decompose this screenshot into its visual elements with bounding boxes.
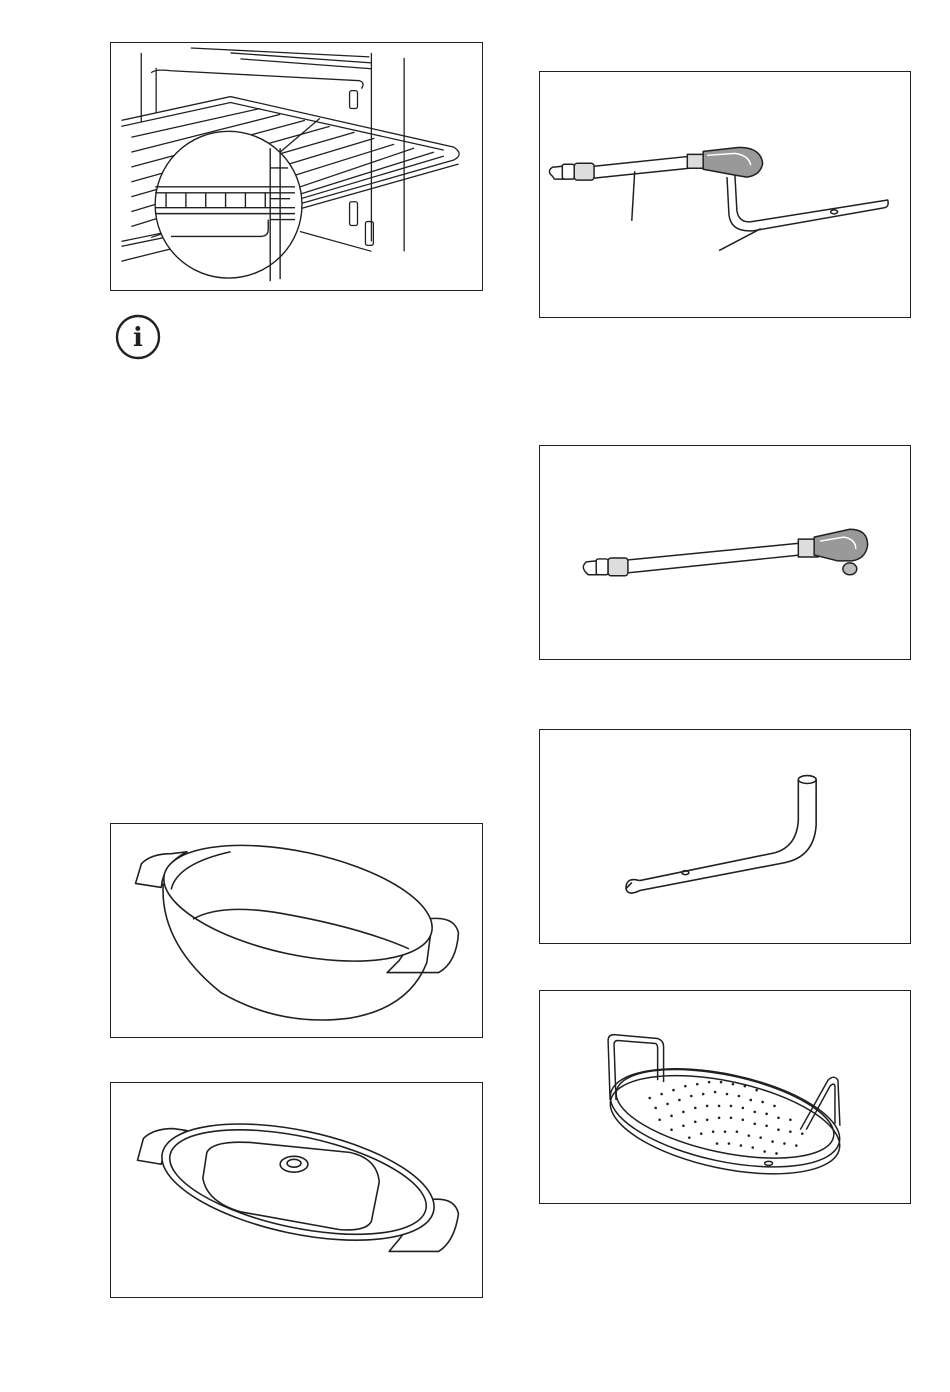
steamer-tray-insert-illustration xyxy=(540,991,910,1203)
figure-baking-dish-lid xyxy=(110,1082,483,1298)
figure-meat-probe xyxy=(539,445,911,660)
meat-probe-illustration xyxy=(540,446,910,659)
info-glyph: i xyxy=(133,323,143,353)
oven-shelf-with-wire-rack-illustration xyxy=(111,43,482,290)
figure-steam-hose xyxy=(539,729,911,944)
baking-dish-lid-illustration xyxy=(111,1083,482,1297)
info-icon xyxy=(114,313,162,361)
figure-oven-shelf xyxy=(110,42,483,291)
figure-steamer-tray xyxy=(539,990,911,1204)
figure-baking-dish xyxy=(110,823,483,1038)
figure-probe-with-hose xyxy=(539,71,911,318)
meat-probe-with-steam-hose-illustration xyxy=(540,72,910,317)
oval-baking-dish-illustration xyxy=(111,824,482,1037)
steam-hose-illustration xyxy=(540,730,910,943)
